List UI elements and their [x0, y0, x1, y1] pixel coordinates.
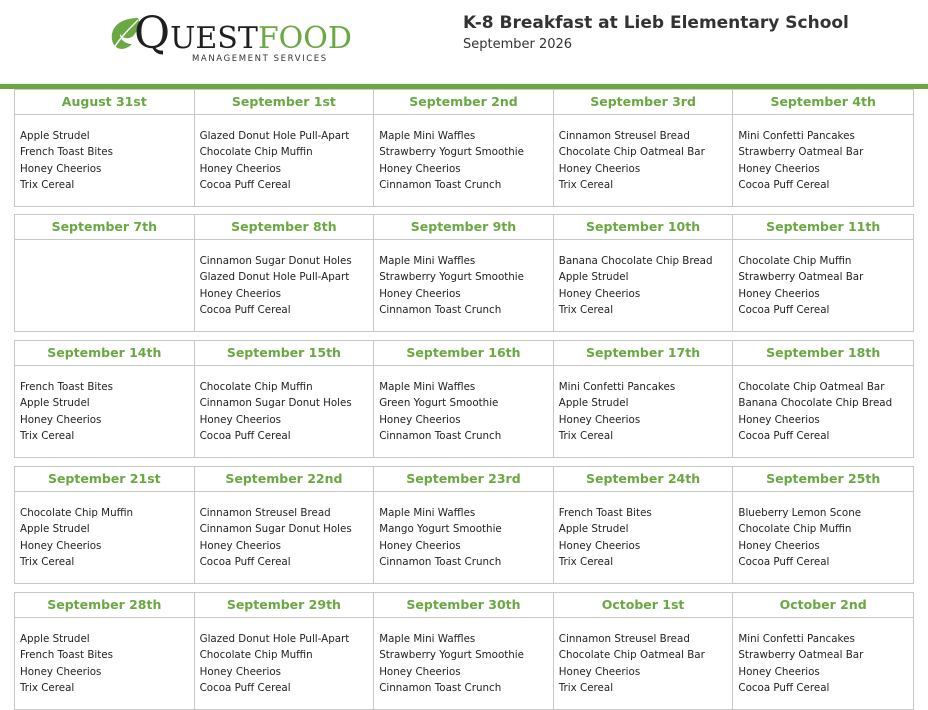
menu-item: Honey Cheerios [199, 539, 282, 552]
menu-item: Honey Cheerios [558, 665, 641, 678]
questfood-logo [108, 8, 352, 68]
menu-item-list [15, 618, 194, 697]
calendar-day [15, 90, 195, 206]
calendar-day [733, 341, 913, 457]
menu-item-list [374, 366, 553, 445]
calendar-day [733, 467, 913, 583]
menu-item-list [374, 240, 553, 319]
menu-item: Honey Cheerios [199, 162, 282, 175]
menu-item: Honey Cheerios [20, 413, 102, 426]
calendar-day [195, 341, 375, 457]
menu-item-list [733, 115, 913, 194]
menu-item: Apple Strudel [20, 633, 90, 645]
menu-item: Chocolate Chip Oatmeal Bar [738, 381, 885, 393]
menu-item: Honey Cheerios [379, 539, 461, 552]
calendar-day [15, 215, 195, 331]
menu-item: Cocoa Puff Cereal [738, 179, 830, 192]
menu-item-list [733, 492, 913, 571]
calendar-day [554, 593, 734, 709]
menu-item: Apple Strudel [20, 523, 90, 536]
menu-item: Trix Cereal [20, 682, 75, 695]
menu-item: Maple Mini Waffles [379, 507, 476, 519]
day-date: September 9th [374, 215, 553, 240]
menu-item: Strawberry Oatmeal Bar [738, 271, 864, 284]
menu-item: Honey Cheerios [20, 665, 102, 678]
menu-item: Maple Mini Waffles [379, 381, 476, 393]
day-date: September 21st [15, 467, 194, 492]
calendar-day [733, 90, 913, 206]
menu-item: Cinnamon Sugar Donut Holes [199, 397, 352, 410]
menu-item: Chocolate Chip Oatmeal Bar [558, 649, 705, 662]
menu-item: Honey Cheerios [199, 665, 282, 678]
menu-item: Honey Cheerios [558, 287, 641, 300]
menu-item: Mini Confetti Pancakes [738, 130, 855, 142]
menu-item: Apple Strudel [558, 397, 629, 410]
day-date: September 16th [374, 341, 553, 366]
menu-item: Cinnamon Toast Crunch [379, 304, 502, 317]
day-date: September 1st [195, 90, 374, 115]
menu-item: Mango Yogurt Smoothie [379, 523, 502, 536]
menu-item: Honey Cheerios [379, 413, 461, 426]
menu-item-list [374, 492, 553, 571]
menu-item: Honey Cheerios [738, 413, 820, 426]
menu-item-list [554, 115, 733, 194]
day-date: September 28th [15, 593, 194, 618]
menu-item: Honey Cheerios [199, 413, 282, 426]
logo-tagline: MANAGEMENT SERVICES [192, 54, 328, 64]
menu-item: Cinnamon Toast Crunch [379, 179, 502, 192]
calendar-day [195, 215, 375, 331]
menu-item-list [554, 492, 733, 571]
menu-item: Cocoa Puff Cereal [199, 304, 291, 317]
menu-item: Mini Confetti Pancakes [738, 633, 855, 645]
menu-item: Apple Strudel [20, 397, 90, 410]
menu-item: Cinnamon Toast Crunch [379, 556, 502, 569]
menu-item: Banana Chocolate Chip Bread [558, 255, 713, 267]
calendar-week [14, 466, 914, 584]
page-title: K-8 Breakfast at Lieb Elementary School [463, 13, 849, 33]
menu-item: Cinnamon Sugar Donut Holes [199, 255, 352, 267]
day-date: September 8th [195, 215, 374, 240]
menu-item-list [15, 492, 194, 571]
day-date: September 24th [554, 467, 733, 492]
calendar-day [374, 215, 554, 331]
menu-item: Chocolate Chip Muffin [738, 523, 852, 536]
menu-item: Strawberry Yogurt Smoothie [379, 146, 525, 159]
menu-item: Strawberry Oatmeal Bar [738, 649, 864, 662]
calendar-day [554, 215, 734, 331]
day-date: September 25th [733, 467, 913, 492]
menu-item: Apple Strudel [558, 523, 629, 536]
calendar-week [14, 214, 914, 332]
menu-item: Chocolate Chip Muffin [738, 255, 852, 267]
menu-item-list [374, 115, 553, 194]
calendar-day [15, 467, 195, 583]
menu-item-list [733, 366, 913, 445]
calendar-day [374, 90, 554, 206]
menu-item: Trix Cereal [558, 430, 614, 443]
menu-item-list [195, 115, 374, 194]
calendar-day [554, 90, 734, 206]
day-date: September 18th [733, 341, 913, 366]
menu-item: Blueberry Lemon Scone [738, 507, 862, 519]
menu-item: Maple Mini Waffles [379, 633, 476, 645]
menu-item-list [15, 115, 194, 194]
calendar-day [554, 341, 734, 457]
menu-item-list [195, 618, 374, 697]
day-date: September 4th [733, 90, 913, 115]
menu-item: Cinnamon Sugar Donut Holes [199, 523, 352, 536]
menu-item: Strawberry Yogurt Smoothie [379, 271, 525, 284]
menu-item: Glazed Donut Hole Pull-Apart [199, 633, 350, 645]
menu-item: Banana Chocolate Chip Bread [738, 397, 893, 410]
day-date: September 14th [15, 341, 194, 366]
menu-item-list [195, 492, 374, 571]
calendar-day [733, 593, 913, 709]
menu-item: Trix Cereal [20, 556, 75, 569]
menu-item-list [195, 240, 374, 319]
menu-item: Maple Mini Waffles [379, 130, 476, 142]
menu-item: Honey Cheerios [379, 162, 461, 175]
menu-item: Cocoa Puff Cereal [199, 430, 291, 443]
menu-item: Maple Mini Waffles [379, 255, 476, 267]
menu-item-list [733, 618, 913, 697]
menu-item: Chocolate Chip Oatmeal Bar [558, 146, 705, 159]
menu-item: Strawberry Yogurt Smoothie [379, 649, 525, 662]
menu-item: Trix Cereal [558, 682, 614, 695]
menu-item: Cinnamon Toast Crunch [379, 430, 502, 443]
menu-item: Honey Cheerios [738, 162, 820, 175]
day-date: September 2nd [374, 90, 553, 115]
page-subtitle: September 2026 [463, 37, 573, 52]
menu-item: Cocoa Puff Cereal [738, 430, 830, 443]
menu-item-list [15, 366, 194, 445]
menu-item: Honey Cheerios [379, 665, 461, 678]
day-date: September 29th [195, 593, 374, 618]
day-date: September 17th [554, 341, 733, 366]
menu-item: Honey Cheerios [738, 287, 820, 300]
menu-item: Honey Cheerios [558, 413, 641, 426]
menu-item: French Toast Bites [20, 649, 113, 662]
page-header [0, 0, 928, 84]
menu-item: Cocoa Puff Cereal [738, 556, 830, 569]
logo-letter-q: Q [134, 8, 171, 59]
day-date: September 10th [554, 215, 733, 240]
menu-item: Cinnamon Streusel Bread [558, 130, 690, 142]
menu-item-list [195, 366, 374, 445]
menu-item: Strawberry Oatmeal Bar [738, 146, 864, 159]
menu-item: Glazed Donut Hole Pull-Apart [199, 271, 350, 284]
menu-item-list [15, 240, 194, 253]
menu-item: Cinnamon Toast Crunch [379, 682, 502, 695]
menu-item: Trix Cereal [20, 430, 75, 443]
menu-item: Cocoa Puff Cereal [199, 179, 291, 192]
menu-item-list [554, 618, 733, 697]
menu-item: Trix Cereal [558, 179, 614, 192]
menu-item: Trix Cereal [558, 556, 614, 569]
menu-item: Cinnamon Streusel Bread [199, 507, 331, 519]
logo-uest: UEST [170, 21, 258, 56]
day-date: September 23rd [374, 467, 553, 492]
day-date: September 15th [195, 341, 374, 366]
menu-item: Honey Cheerios [20, 539, 102, 552]
menu-item: Chocolate Chip Muffin [20, 507, 134, 519]
menu-item: Honey Cheerios [738, 665, 820, 678]
menu-item: Glazed Donut Hole Pull-Apart [199, 130, 350, 142]
menu-item: Honey Cheerios [558, 539, 641, 552]
menu-item: Cocoa Puff Cereal [738, 304, 830, 317]
calendar-day [195, 90, 375, 206]
menu-item: Chocolate Chip Muffin [199, 649, 313, 662]
calendar-week [14, 340, 914, 458]
calendar-week [14, 592, 914, 710]
menu-item: Green Yogurt Smoothie [379, 397, 499, 410]
day-date: September 3rd [554, 90, 733, 115]
calendar-day [15, 341, 195, 457]
menu-item-list [554, 366, 733, 445]
menu-item: Chocolate Chip Muffin [199, 381, 313, 393]
calendar-day [374, 341, 554, 457]
menu-item: Honey Cheerios [379, 287, 461, 300]
menu-item: Honey Cheerios [738, 539, 820, 552]
calendar-day [554, 467, 734, 583]
menu-item: Honey Cheerios [20, 162, 102, 175]
menu-item-list [374, 618, 553, 697]
menu-item: Honey Cheerios [558, 162, 641, 175]
menu-item: Apple Strudel [20, 130, 90, 142]
calendar-day [195, 593, 375, 709]
day-date: September 22nd [195, 467, 374, 492]
day-date: October 2nd [733, 593, 913, 618]
menu-item: Trix Cereal [558, 304, 614, 317]
menu-item: Honey Cheerios [199, 287, 282, 300]
menu-item: Cocoa Puff Cereal [738, 682, 830, 695]
menu-item: Apple Strudel [558, 271, 629, 284]
menu-item: French Toast Bites [558, 507, 652, 519]
day-date: September 11th [733, 215, 913, 240]
menu-item: Mini Confetti Pancakes [558, 381, 676, 393]
menu-item: French Toast Bites [20, 381, 113, 393]
menu-item: Cinnamon Streusel Bread [558, 633, 690, 645]
calendar-week [14, 89, 914, 207]
day-date: September 30th [374, 593, 553, 618]
menu-item: Cocoa Puff Cereal [199, 682, 291, 695]
menu-item: Cocoa Puff Cereal [199, 556, 291, 569]
menu-item: French Toast Bites [20, 146, 113, 159]
calendar-day [195, 467, 375, 583]
calendar-day [733, 215, 913, 331]
calendar-day [374, 593, 554, 709]
logo-wordmark [134, 8, 352, 59]
menu-item-list [554, 240, 733, 319]
day-date: September 7th [15, 215, 194, 240]
calendar-day [374, 467, 554, 583]
menu-item-list [733, 240, 913, 319]
menu-item: Trix Cereal [20, 179, 75, 192]
menu-item: Chocolate Chip Muffin [199, 146, 313, 159]
day-date: October 1st [554, 593, 733, 618]
calendar-day [15, 593, 195, 709]
logo-food: FOOD [257, 21, 352, 56]
day-date: August 31st [15, 90, 194, 115]
